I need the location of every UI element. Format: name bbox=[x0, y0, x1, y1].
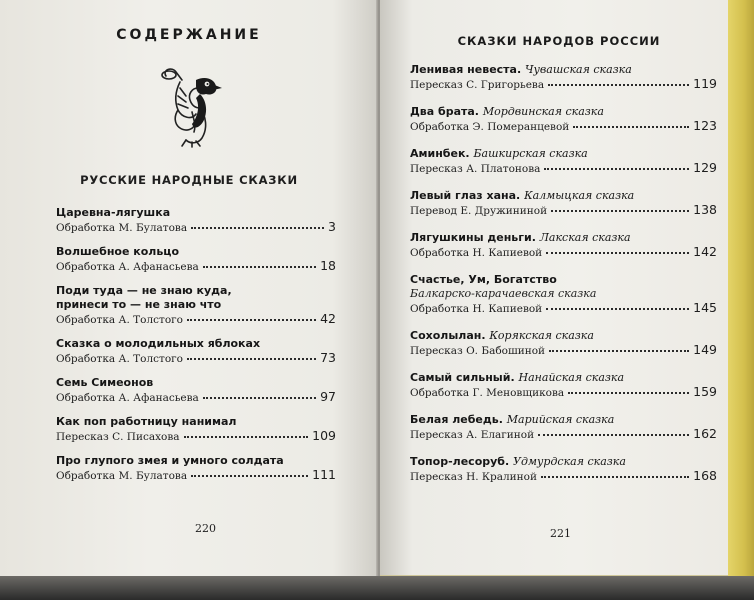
credit-row bbox=[56, 312, 336, 327]
credit-row bbox=[410, 245, 717, 260]
entry-page-number: 142 bbox=[693, 244, 717, 259]
entry-credit: Обработка А. Толстого bbox=[56, 314, 183, 326]
toc-entry bbox=[410, 329, 717, 358]
entry-title bbox=[410, 105, 717, 119]
dot-leader bbox=[187, 317, 316, 321]
entry-origin: Калмыцкая сказка bbox=[524, 189, 635, 202]
entry-credit: Обработка Н. Капиевой bbox=[410, 247, 543, 259]
credit-row bbox=[56, 468, 336, 483]
credit-row bbox=[56, 351, 336, 366]
entry-credit: Пересказ С. Писахова bbox=[56, 431, 180, 443]
left-page bbox=[0, 0, 378, 582]
entry-page-number: 138 bbox=[693, 202, 717, 217]
section-title: РУССКИЕ НАРОДНЫЕ СКАЗКИ bbox=[80, 173, 298, 187]
toc-entry bbox=[410, 273, 717, 316]
entry-title bbox=[410, 413, 717, 427]
dot-leader bbox=[191, 473, 308, 477]
entry-page-number: 162 bbox=[693, 426, 717, 441]
entry-page-number: 129 bbox=[693, 160, 717, 175]
table-of-contents-left bbox=[56, 206, 336, 493]
entry-page-number: 123 bbox=[693, 118, 717, 133]
entry-page-number: 149 bbox=[693, 342, 717, 357]
dot-leader bbox=[573, 124, 689, 128]
toc-entry bbox=[410, 231, 717, 260]
entry-page-number: 111 bbox=[312, 467, 336, 482]
credit-row bbox=[56, 259, 336, 274]
table-of-contents-right bbox=[410, 63, 717, 497]
entry-title: Как поп работницу нанимал bbox=[56, 415, 237, 428]
entry-title: Семь Симеонов bbox=[56, 376, 154, 389]
entry-credit: Перевод Е. Дружининой bbox=[410, 205, 548, 217]
entry-title-text: Аминбек. bbox=[410, 147, 470, 160]
dot-leader bbox=[203, 395, 316, 399]
entry-title-text: Белая лебедь. bbox=[410, 413, 503, 426]
entry-title-text: Счастье, Ум, Богатство bbox=[410, 273, 557, 286]
entry-credit: Пересказ А. Платонова bbox=[410, 163, 541, 175]
entry-title-text: Лягушкины деньги. bbox=[410, 231, 536, 244]
page-title: СКАЗКИ НАРОДОВ РОССИИ bbox=[457, 34, 661, 48]
entry-page-number: 145 bbox=[693, 300, 717, 315]
entry-title-text: Сохолылан. bbox=[410, 329, 486, 342]
dot-leader bbox=[544, 166, 689, 170]
toc-entry bbox=[56, 454, 336, 483]
entry-page-number: 109 bbox=[312, 428, 336, 443]
entry-origin: Башкирская сказка bbox=[473, 147, 588, 160]
toc-entry bbox=[410, 371, 717, 400]
entry-title bbox=[410, 189, 717, 203]
toc-entry bbox=[410, 189, 717, 218]
entry-title bbox=[410, 455, 717, 469]
entry-credit: Обработка Э. Померанцевой bbox=[410, 121, 570, 133]
entry-credit: Обработка А. Афанасьева bbox=[56, 261, 199, 273]
credit-row bbox=[410, 427, 717, 442]
background-shadow bbox=[0, 576, 754, 600]
entry-credit: Обработка М. Булатова bbox=[56, 222, 188, 234]
page-number: 220 bbox=[195, 522, 216, 535]
entry-title-text: Левый глаз хана. bbox=[410, 189, 521, 202]
entry-title-text: Два брата. bbox=[410, 105, 479, 118]
credit-row bbox=[410, 77, 717, 92]
dot-leader bbox=[546, 306, 689, 310]
entry-title-text: Ленивая невеста. bbox=[410, 63, 522, 76]
dot-leader bbox=[568, 390, 689, 394]
entry-page-number: 42 bbox=[320, 311, 336, 326]
entry-page-number: 119 bbox=[693, 76, 717, 91]
entry-title bbox=[410, 371, 717, 385]
entry-title: Волшебное кольцо bbox=[56, 245, 180, 258]
entry-title bbox=[410, 329, 717, 343]
entry-origin: Марийская сказка bbox=[506, 413, 615, 426]
dot-leader bbox=[548, 82, 689, 86]
entry-origin: Лакская сказка bbox=[539, 231, 631, 244]
entry-page-number: 97 bbox=[320, 389, 336, 404]
right-page bbox=[380, 0, 741, 577]
entry-credit: Пересказ С. Григорьева bbox=[410, 79, 545, 91]
dot-leader bbox=[538, 432, 689, 436]
bird-with-tuba-icon bbox=[156, 66, 224, 148]
credit-row bbox=[410, 203, 717, 218]
toc-entry bbox=[410, 105, 717, 134]
entry-page-number: 168 bbox=[693, 468, 717, 483]
dot-leader bbox=[551, 208, 689, 212]
entry-credit: Обработка Н. Капиевой bbox=[410, 303, 543, 315]
credit-row bbox=[410, 161, 717, 176]
toc-entry bbox=[410, 63, 717, 92]
page-title: СОДЕРЖАНИЕ bbox=[116, 27, 262, 43]
entry-credit: Пересказ А. Елагиной bbox=[410, 429, 535, 441]
entry-credit: Обработка А. Толстого bbox=[56, 353, 183, 365]
entry-origin: Чувашская сказка bbox=[525, 63, 632, 76]
entry-title-text: Самый сильный. bbox=[410, 371, 515, 384]
credit-row bbox=[410, 301, 717, 316]
dot-leader bbox=[549, 348, 689, 352]
entry-origin: Корякская сказка bbox=[489, 329, 594, 342]
entry-title bbox=[410, 147, 717, 161]
book-cover-edge bbox=[728, 0, 754, 600]
entry-credit: Обработка Г. Меновщикова bbox=[410, 387, 565, 399]
toc-entry bbox=[410, 455, 717, 484]
toc-entry bbox=[56, 376, 336, 405]
dot-leader bbox=[187, 356, 316, 360]
dot-leader bbox=[541, 474, 689, 478]
entry-origin: Удмурдская сказка bbox=[513, 455, 626, 468]
entry-origin: Нанайская сказка bbox=[518, 371, 625, 384]
credit-row bbox=[410, 385, 717, 400]
credit-row bbox=[56, 390, 336, 405]
entry-credit: Пересказ О. Бабошиной bbox=[410, 345, 546, 357]
entry-page-number: 159 bbox=[693, 384, 717, 399]
credit-row bbox=[56, 220, 336, 235]
entry-title bbox=[410, 273, 717, 287]
dot-leader bbox=[546, 250, 689, 254]
credit-row bbox=[410, 469, 717, 484]
entry-credit: Пересказ Н. Кралиной bbox=[410, 471, 537, 483]
entry-page-number: 18 bbox=[320, 258, 336, 273]
entry-title: Царевна-лягушка bbox=[56, 206, 171, 219]
toc-entry bbox=[56, 337, 336, 366]
entry-title: Поди туда — не знаю куда, bbox=[56, 284, 232, 297]
entry-title bbox=[410, 63, 717, 77]
entry-page-number: 73 bbox=[320, 350, 336, 365]
toc-entry bbox=[56, 245, 336, 274]
toc-entry bbox=[56, 284, 336, 327]
entry-credit: Обработка М. Булатова bbox=[56, 470, 188, 482]
entry-credit: Обработка А. Афанасьева bbox=[56, 392, 199, 404]
dot-leader bbox=[184, 434, 309, 438]
dot-leader bbox=[191, 225, 324, 229]
credit-row bbox=[56, 429, 336, 444]
toc-entry bbox=[56, 415, 336, 444]
dot-leader bbox=[203, 264, 316, 268]
entry-title: Сказка о молодильных яблоках bbox=[56, 337, 261, 350]
credit-row bbox=[410, 343, 717, 358]
entry-page-number: 3 bbox=[328, 219, 336, 234]
toc-entry bbox=[410, 413, 717, 442]
toc-entry bbox=[56, 206, 336, 235]
entry-subtitle: Балкарско-карачаевская сказка bbox=[410, 287, 597, 300]
entry-title: Про глупого змея и умного солдата bbox=[56, 454, 284, 467]
toc-entry bbox=[410, 147, 717, 176]
credit-row bbox=[410, 119, 717, 134]
page-number: 221 bbox=[550, 527, 571, 540]
entry-title-text: Топор-лесоруб. bbox=[410, 455, 510, 468]
entry-origin: Мордвинская сказка bbox=[482, 105, 604, 118]
entry-title bbox=[410, 231, 717, 245]
entry-title: принеси то — не знаю что bbox=[56, 298, 222, 311]
